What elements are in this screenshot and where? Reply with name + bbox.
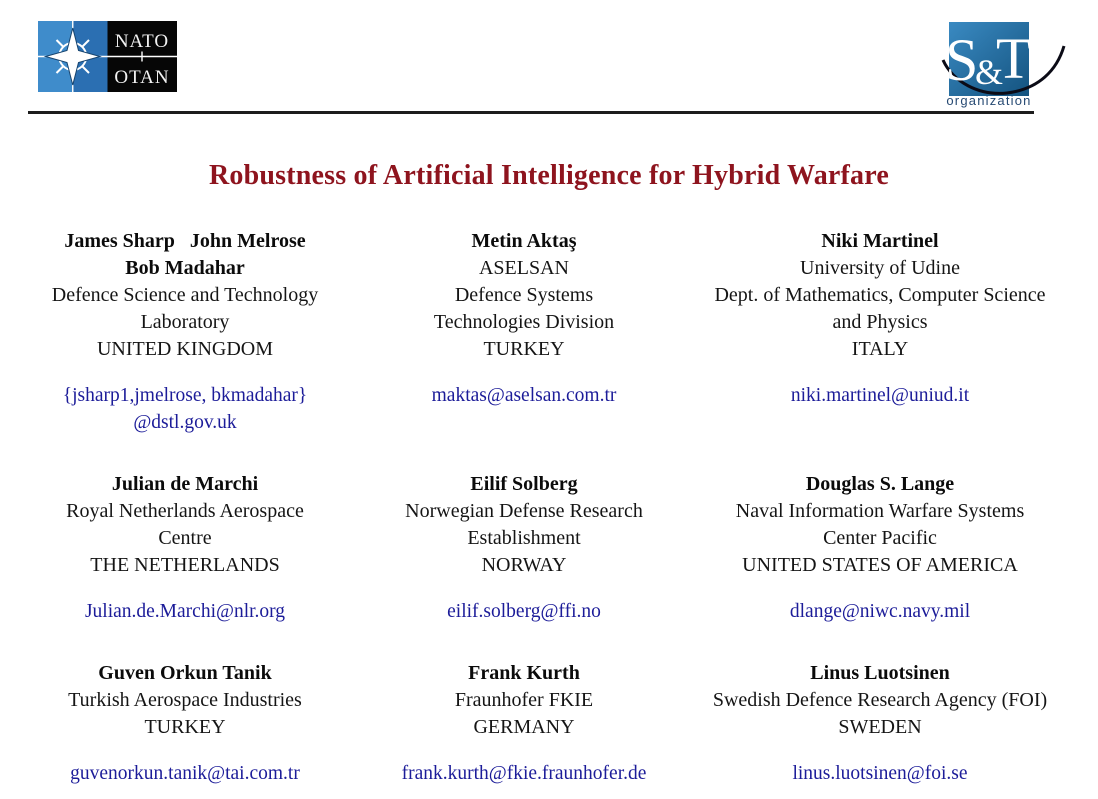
nato-text: NATO — [114, 31, 170, 52]
author-block-luotsinen — [682, 660, 1078, 787]
author-email-group — [374, 598, 674, 625]
st-letter-t: T — [996, 26, 1032, 91]
author-name: Frank Kurth — [468, 662, 580, 684]
author-affiliation: Defence Science and Technology — [51, 284, 319, 306]
author-affiliation: Dept. of Mathematics, Computer Science — [714, 284, 1046, 306]
author-affiliation: Swedish Defence Research Agency (FOI) — [712, 689, 1048, 711]
author-country: GERMANY — [473, 716, 575, 738]
author-block-kurth — [374, 660, 674, 787]
author-block-solberg — [374, 471, 674, 625]
st-letter-amp: & — [975, 52, 1004, 92]
st-organization-logo — [941, 18, 1081, 113]
paper-title: Robustness of Artificial Intelligence for Hybrid Warfare — [208, 160, 890, 191]
author-affiliation: Fraunhofer FKIE — [454, 689, 594, 711]
author-affiliation: Defence Systems — [454, 284, 594, 306]
author-name: Julian de Marchi — [111, 473, 259, 495]
author-email[interactable]: niki.martinel@uniud.it — [790, 385, 970, 406]
author-block-martinel — [682, 228, 1078, 409]
author-email[interactable]: guvenorkun.tanik@tai.com.tr — [70, 763, 300, 784]
author-email-group — [682, 598, 1078, 625]
author-affiliation: Naval Information Warfare Systems — [735, 500, 1025, 522]
author-email[interactable]: eilif.solberg@ffi.no — [447, 601, 601, 622]
author-country: ITALY — [851, 338, 909, 360]
author-block-sharp-melrose-madahar — [15, 228, 355, 436]
author-email-group — [15, 598, 355, 625]
author-email-group — [15, 760, 355, 787]
author-country: TURKEY — [144, 716, 226, 738]
author-name: Bob Madahar — [125, 257, 245, 279]
author-affiliation: ASELSAN — [478, 257, 569, 279]
author-name: James Sharp John Melrose — [64, 230, 306, 252]
author-affiliation: Turkish Aerospace Industries — [68, 689, 302, 711]
author-name: Guven Orkun Tanik — [98, 662, 272, 684]
nato-compass-icon — [38, 21, 177, 92]
author-block-de-marchi — [15, 471, 355, 625]
author-affiliation: Technologies Division — [433, 311, 615, 333]
otan-text: OTAN — [114, 67, 170, 88]
author-email[interactable]: frank.kurth@fkie.fraunhofer.de — [401, 763, 647, 784]
author-country: SWEDEN — [838, 716, 922, 738]
author-email[interactable]: linus.luotsinen@foi.se — [792, 763, 968, 784]
nato-otan-logo — [38, 21, 177, 97]
st-logo-icon — [941, 18, 1081, 108]
author-email[interactable]: Julian.de.Marchi@nlr.org — [84, 601, 286, 622]
author-email-group — [682, 382, 1078, 409]
author-affiliation: Establishment — [467, 527, 581, 549]
author-country: TURKEY — [483, 338, 565, 360]
author-email-group — [682, 760, 1078, 787]
author-name: Linus Luotsinen — [810, 662, 950, 684]
author-block-tanik — [15, 660, 355, 787]
author-name: Niki Martinel — [821, 230, 939, 252]
author-email[interactable]: maktas@aselsan.com.tr — [431, 385, 617, 406]
author-block-lange — [682, 471, 1078, 625]
author-affiliation: and Physics — [832, 311, 928, 333]
author-country: UNITED STATES OF AMERICA — [742, 554, 1018, 576]
author-block-aktas — [374, 228, 674, 409]
st-organization-text: organization — [946, 93, 1032, 108]
author-name: Douglas S. Lange — [805, 473, 955, 495]
author-affiliation: Centre — [158, 527, 212, 549]
author-affiliation: University of Udine — [800, 257, 960, 279]
author-email-group — [374, 382, 674, 409]
author-name: Eilif Solberg — [470, 473, 578, 495]
author-email-group — [15, 382, 355, 436]
st-letter-s: S — [945, 27, 979, 93]
author-email[interactable]: dlange@niwc.navy.mil — [789, 601, 971, 622]
author-country: UNITED KINGDOM — [96, 338, 274, 360]
author-affiliation: Laboratory — [140, 311, 230, 333]
author-email-group — [374, 760, 674, 787]
author-affiliation: Center Pacific — [823, 527, 937, 549]
author-country: NORWAY — [481, 554, 567, 576]
author-affiliation: Norwegian Defense Research — [405, 500, 643, 522]
author-email[interactable]: @dstl.gov.uk — [133, 412, 237, 433]
header-divider — [28, 111, 1034, 114]
author-affiliation: Royal Netherlands Aerospace — [66, 500, 304, 522]
author-country: THE NETHERLANDS — [90, 554, 280, 576]
author-name: Metin Aktaş — [471, 230, 577, 252]
author-email[interactable]: {jsharp1,jmelrose, bkmadahar} — [62, 385, 308, 406]
